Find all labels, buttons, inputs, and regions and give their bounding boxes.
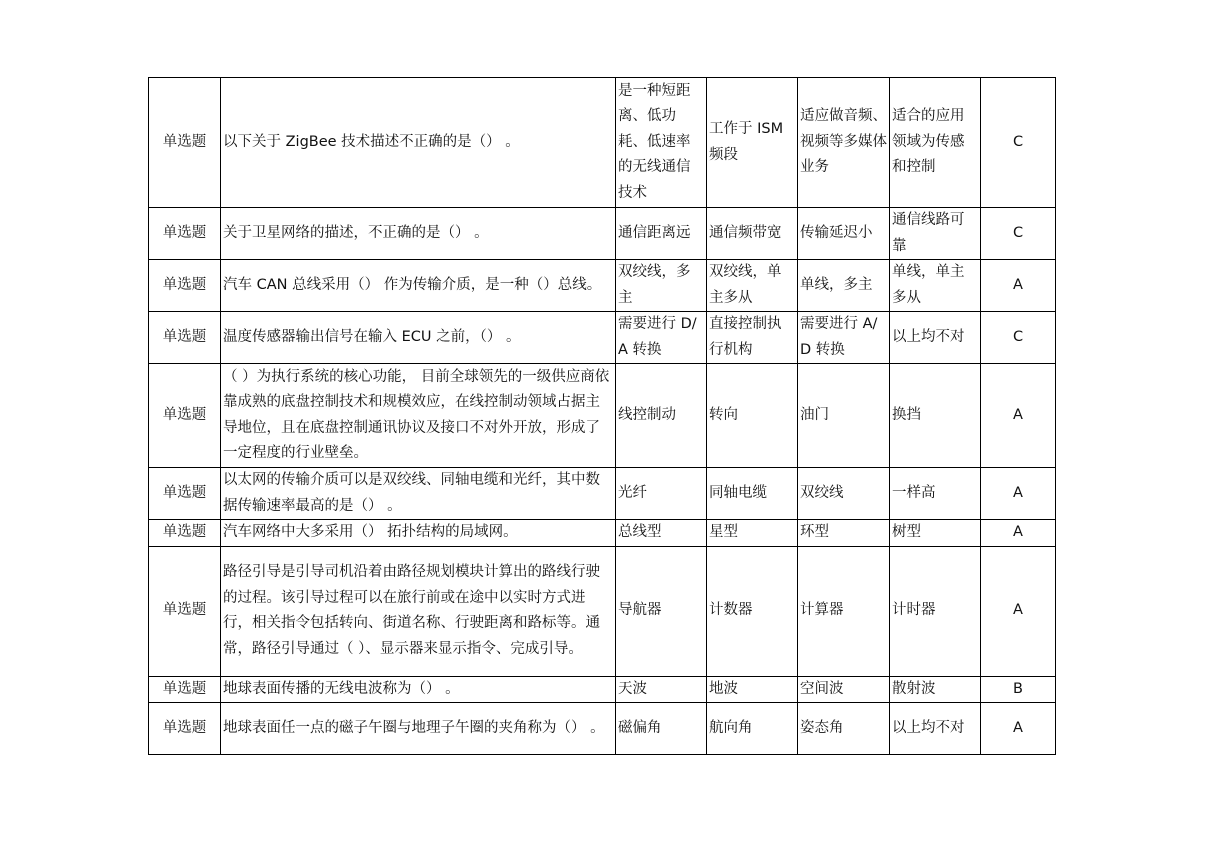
- answer-key: C: [981, 78, 1056, 208]
- question-type: 单选题: [149, 208, 221, 260]
- option-b: 双绞线，单主多从: [707, 260, 798, 312]
- question-type: 单选题: [149, 364, 221, 468]
- question-type: 单选题: [149, 676, 221, 703]
- table-row: [149, 208, 1056, 260]
- option-c: 姿态角: [798, 703, 890, 755]
- question-type: 单选题: [149, 312, 221, 364]
- option-b: 直接控制执行机构: [707, 312, 798, 364]
- option-c: 环型: [798, 520, 890, 547]
- option-d: 适合的应用领域为传感和控制: [890, 78, 981, 208]
- table-row: [149, 260, 1056, 312]
- answer-key: A: [981, 546, 1056, 676]
- answer-key: A: [981, 364, 1056, 468]
- option-a: 导航器: [616, 546, 707, 676]
- option-a: 双绞线，多主: [616, 260, 707, 312]
- option-a: 总线型: [616, 520, 707, 547]
- option-a: 线控制动: [616, 364, 707, 468]
- question-text: 汽车 CAN 总线采用（） 作为传输介质，是一种（）总线。: [221, 260, 616, 312]
- option-b: 星型: [707, 520, 798, 547]
- option-b: 同轴电缆: [707, 468, 798, 520]
- table-row: [149, 546, 1056, 676]
- option-d: 树型: [890, 520, 981, 547]
- question-text: 汽车网络中大多采用（） 拓扑结构的局域网。: [221, 520, 616, 547]
- question-text: 关于卫星网络的描述，不正确的是（） 。: [221, 208, 616, 260]
- option-a: 通信距离远: [616, 208, 707, 260]
- question-type: 单选题: [149, 520, 221, 547]
- question-table: [148, 77, 1056, 755]
- answer-key: A: [981, 703, 1056, 755]
- option-a: 是一种短距离、低功耗、低速率的无线通信技术: [616, 78, 707, 208]
- answer-key: A: [981, 520, 1056, 547]
- question-text: 地球表面任一点的磁子午圈与地理子午圈的夹角称为（） 。: [221, 703, 616, 755]
- option-c: 适应做音频、视频等多媒体业务: [798, 78, 890, 208]
- option-b: 航向角: [707, 703, 798, 755]
- table-row: [149, 468, 1056, 520]
- option-a: 磁偏角: [616, 703, 707, 755]
- option-a: 需要进行 D/A 转换: [616, 312, 707, 364]
- question-text: 地球表面传播的无线电波称为（） 。: [221, 676, 616, 703]
- answer-key: B: [981, 676, 1056, 703]
- answer-key: A: [981, 260, 1056, 312]
- question-type: 单选题: [149, 703, 221, 755]
- option-b: 工作于 ISM 频段: [707, 78, 798, 208]
- option-d: 通信线路可靠: [890, 208, 981, 260]
- option-c: 双绞线: [798, 468, 890, 520]
- question-type: 单选题: [149, 468, 221, 520]
- option-c: 计算器: [798, 546, 890, 676]
- option-c: 需要进行 A/D 转换: [798, 312, 890, 364]
- question-text: 以下关于 ZigBee 技术描述不正确的是（） 。: [221, 78, 616, 208]
- option-c: 油门: [798, 364, 890, 468]
- option-c: 单线，多主: [798, 260, 890, 312]
- table-row: [149, 312, 1056, 364]
- question-text: 以太网的传输介质可以是双绞线、同轴电缆和光纤，其中数据传输速率最高的是（） 。: [221, 468, 616, 520]
- option-d: 单线，单主多从: [890, 260, 981, 312]
- option-d: 一样高: [890, 468, 981, 520]
- question-type: 单选题: [149, 260, 221, 312]
- option-a: 天波: [616, 676, 707, 703]
- option-b: 计数器: [707, 546, 798, 676]
- table-row: [149, 676, 1056, 703]
- option-d: 换挡: [890, 364, 981, 468]
- answer-key: C: [981, 312, 1056, 364]
- table-row: [149, 520, 1056, 547]
- option-d: 以上均不对: [890, 312, 981, 364]
- option-d: 计时器: [890, 546, 981, 676]
- question-text: （ ）为执行系统的核心功能， 目前全球领先的一级供应商依靠成熟的底盘控制技术和规模效应，在线控制动领域占据主导地位，且在底盘控制通讯协议及接口不对外开放，形成了一定程度的行业壁垒。: [221, 364, 616, 468]
- question-text: 温度传感器输出信号在输入 ECU 之前，（） 。: [221, 312, 616, 364]
- option-b: 地波: [707, 676, 798, 703]
- option-d: 散射波: [890, 676, 981, 703]
- question-type: 单选题: [149, 546, 221, 676]
- option-c: 传输延迟小: [798, 208, 890, 260]
- answer-key: A: [981, 468, 1056, 520]
- table-row: [149, 364, 1056, 468]
- answer-key: C: [981, 208, 1056, 260]
- option-b: 转向: [707, 364, 798, 468]
- table-row: [149, 703, 1056, 755]
- option-d: 以上均不对: [890, 703, 981, 755]
- option-a: 光纤: [616, 468, 707, 520]
- question-text: 路径引导是引导司机沿着由路径规划模块计算出的路线行驶的过程。该引导过程可以在旅行前或在途中以实时方式进行，相关指令包括转向、街道名称、行驶距离和路标等。通常，路径引导通过（ ）、显示器来显示指令、完成引导。: [221, 546, 616, 676]
- table-row: [149, 78, 1056, 208]
- option-b: 通信频带宽: [707, 208, 798, 260]
- question-type: 单选题: [149, 78, 221, 208]
- option-c: 空间波: [798, 676, 890, 703]
